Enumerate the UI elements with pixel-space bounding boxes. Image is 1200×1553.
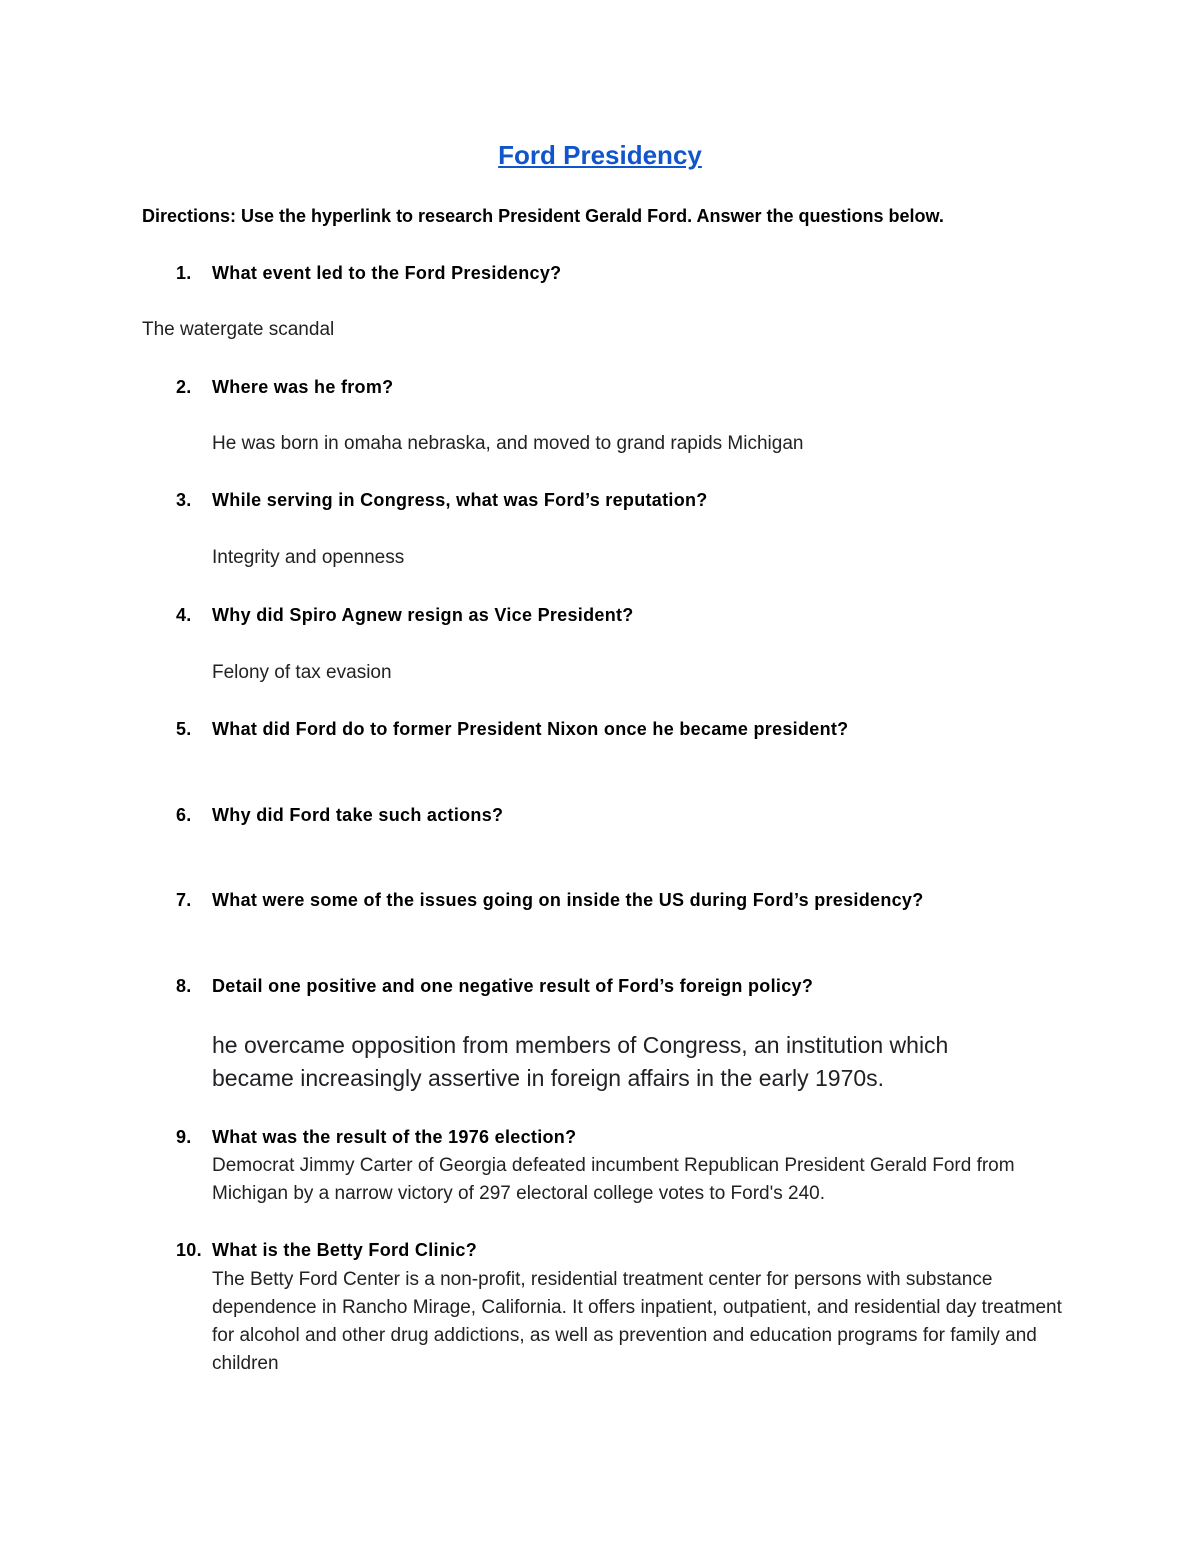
answer-2: He was born in omaha nebraska, and moved to grand rapids Michigan [212, 433, 804, 454]
question-text: Where was he from? [212, 377, 394, 397]
answer-8: he overcame opposition from members of Congress, an institution which became increasingly assertive in foreign affairs in the early 1970s. [212, 1032, 949, 1091]
question-9 [176, 1127, 1096, 1148]
question-number: 7. [176, 890, 192, 910]
question-3 [176, 490, 1096, 511]
question-number: 6. [176, 805, 192, 825]
question-text: What is the Betty Ford Clinic? [212, 1240, 478, 1260]
question-text: Why did Ford take such actions? [212, 805, 504, 825]
answer-4: Felony of tax evasion [212, 662, 392, 683]
question-8 [176, 976, 1096, 997]
answer-1: The watergate scandal [142, 319, 335, 340]
question-number: 1. [176, 263, 192, 283]
question-2 [176, 377, 1096, 398]
question-4 [176, 605, 1096, 626]
question-6 [176, 805, 1096, 826]
question-text: What event led to the Ford Presidency? [212, 263, 562, 283]
question-text: What did Ford do to former President Nixon once he became president? [212, 719, 849, 739]
answer-9: Democrat Jimmy Carter of Georgia defeated incumbent Republican President Gerald Ford from Michigan by a narrow victory of 297 electoral college votes to Ford's 240. [212, 1155, 1015, 1204]
question-5 [176, 719, 1096, 740]
question-number: 4. [176, 605, 192, 625]
question-text: Detail one positive and one negative result of Ford’s foreign policy? [212, 976, 814, 996]
document-title[interactable]: Ford Presidency [498, 140, 702, 170]
question-text: What were some of the issues going on inside the US during Ford’s presidency? [212, 890, 924, 910]
question-7 [176, 890, 1096, 911]
directions-text: Directions: Use the hyperlink to research President Gerald Ford. Answer the questions below. [142, 206, 944, 226]
question-text: Why did Spiro Agnew resign as Vice President? [212, 605, 634, 625]
question-10 [176, 1240, 1096, 1261]
question-text: What was the result of the 1976 election? [212, 1127, 577, 1147]
question-number: 8. [176, 976, 192, 996]
answer-10: The Betty Ford Center is a non-profit, residential treatment center for persons with substance dependence in Rancho Mirage, California. It offers inpatient, outpatient, and residential day treatment for alcohol and other drug addictions, as well as prevention and education programs for family and children [212, 1269, 1062, 1374]
answer-3: Integrity and openness [212, 547, 405, 568]
question-1 [176, 263, 1096, 284]
question-number: 5. [176, 719, 192, 739]
question-number: 10. [176, 1240, 202, 1260]
question-number: 9. [176, 1127, 192, 1147]
question-number: 3. [176, 490, 192, 510]
question-number: 2. [176, 377, 192, 397]
question-text: While serving in Congress, what was Ford’s reputation? [212, 490, 708, 510]
